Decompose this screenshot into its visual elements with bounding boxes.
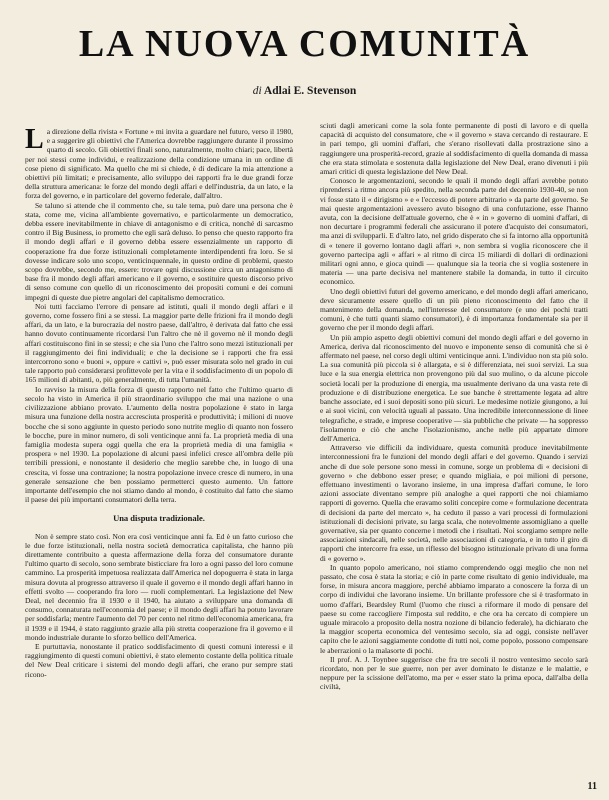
right-column: [320, 121, 588, 776]
paragraph: sciuti dagli americani come la sola fonte permanente di posti di lavoro e di quella capacità di acquisto del consumatore, che « il governo » stava cercando di restaurare. E in pari tempo, gli uomini d'affari, che s'erano risollevati dalla prostrazione sino a raggiungere una prosperità-record, grazie al soddisfacimento di quella domanda di massa che era stata stimolata e sostenuta dalla legislazione del New Deal, erano divenuti i più amari critici di questa legislazione del New Deal.: [320, 121, 588, 177]
paragraph: Il prof. A. J. Toynbee suggerisce che fra tre secoli il nostro ventesimo secolo sarà ricordato, non per le sue guerre, non per aver dominato le distanze e le malattie, e neppure per la scissione dell'atomo, ma per « esser stato la prima epoca, dall'alba della civiltà,: [320, 654, 588, 692]
paragraph: Se taluno si attende che il commento che, su tale tema, può dare una persona che è stata, come me, vicina all'ambiente governativo, e particolarmente un democratico, debba essere inevitabilmente in chiave di antagonismo e di critica, nonché di sarcasmo contro il Big Business, io prometto che egli sarà deluso. Io penso che questo rapporto fra il mondo degli affari e il governo debba essere essenzialmente un rapporto di cooperazione fra due forze istituzionali completamente interdipendenti fra loro. Se si dovesse indicare solo uno scopo, venticinquennale, in questo ordine di problemi, questo scopo dovrebbe, secondo me, essere: trovare ogni discussione circa un antagonismo di base fra il mondo degli affari americano e il governo, e sostituire questo discorso privo di senso comune con quello di un riconoscimento dei propositi comuni e dei comuni impegni di queste due pietre angolari del capitalismo democratico.: [25, 200, 293, 302]
article-title: LA NUOVA COMUNITÀ: [78, 23, 531, 65]
article-byline: [0, 85, 609, 97]
byline-prefix: di: [252, 85, 262, 97]
drop-cap: L: [25, 127, 44, 155]
paragraph: Uno degli obiettivi futuri del governo americano, e del mondo degli affari americano, deve sicuramente essere quello di un più pieno riconoscimento del fatto che il mantenimento della domanda, nell'interesse del consumatore (e uno dei pochi tratti comuni, è che tutti quanti siamo consumatori), è di importanza fondamentale sia per il governo che per il mondo degli affari.: [320, 286, 588, 333]
section-subheading: Una disputa tradizionale.: [113, 513, 205, 524]
paragraph: Un più ampio aspetto degli obiettivi comuni del mondo degli affari e del governo in America, deriva dal riconoscimento del nuovo e imponente senso di comunità che si è affermato nel paese, nel corso degli ultimi venticinque anni. L'individuo non sta più solo. La sua comunità più piccola si è allargata, e si è differenziata, nei suoi servizi. La sua luce e la sua energia elettrica non provengono più dal suo mulino, o da alcune piccole società locali per la produzione di energia, ma usualmente derivano da una vasta rete di produzione e di distribuzione energetica. Le sue banche è strettamente legata ad altre banche associate, ed i suoi depositi sono più sicuri. Le medesime notizie giungono, a lui e ai suoi vicini, con velocità uguali al passato. Una incredibile interconnessione di linee telegrafiche, e strade, e imprese cooperative — sia pubbliche che private — ha soppresso l'isolamento e ciò che anche l'isolazionismo, anche nelle più appartate dimore dell'America.: [320, 332, 588, 443]
paragraph: [25, 127, 293, 201]
paragraph-text: a direzione della rivista « Fortune » mi invita a guardare nel futuro, verso il 1980, e a suggerire gli obiettivi che l'America dovrebbe raggiungere durante il prossimo quarto di secolo. Gli obiettivi finali sono, naturalmente, molto chiari; pace, libertà per noi stessi come individui, e realizzazione della condizione umana in un ordine di cose pieno di significato. Ma quello che mi si chiede, è di dedicare la mia attenzione a obiettivi più limitati; e precisamente, allo sviluppo dei rapporti fra le due grandi forze della struttura americana: le forze del mondo degli affari e dell'industria, da un lato, e la forza del governo, e in particolare del governo federale, dall'altro.: [25, 127, 293, 201]
paragraph: Attraverso vie difficili da individuare, questa comunità produce inevitabilmente interconnessioni fra le funzioni del mondo degli affari e del governo. Quando i servizi anche di due sole persone sono messi in comune, sorge un problema di « decisioni di governo » che debbono esser prese; e quando migliaia, e poi milioni di persone, effettuano investimenti o lavorano insieme, in una impresa d'affari comune, le loro azioni associate diventano sempre più analoghe a quei rapporti che noi chiamiamo rapporti di governo. Quella che eravamo soliti concepire come « formulazione decentrata di decisioni da parte del mercato », ha ceduto il passo a vari processi di formulazioni istituzionali di decisioni private, su larga scala, che notevolmente assomigliano a quelle governative, sia per quanto concerne i metodi che i risultati. Noi scorgiamo sempre nelle associazioni sindacali, nelle società, nelle associazioni di categoria, e in tutto il giro di rapporti che intercorre fra esse, un riflesso del bisogno istituzionale privato di una forma di « governo ».: [320, 443, 588, 563]
paragraph: Conosco le argomentazioni, secondo le quali il mondo degli affari avrebbe potuto riprendersi a ritmo ancora più spedito, nella seconda parte del decennio 1930-40, se non vi fosse stato il « dirigismo » e « l'eccesso di potere arbitrario » da parte del governo. Se mai queste argomentazioni avessero avuto bisogno di una confutazione, esse l'hanno avuta, con la decisione dell'attuale governo, che è « in » governo di uomini d'affari, di non decurtare i programmi federali che assicurano il potere d'acquisto dei consumatori, ma anzi di svilupparli. E d'altro lato, nel grido disperato che si fa intorno alla opportunità di « tenere il governo lontano dagli affari », non sembra si voglia riconoscere che il governo partecipa agli « affari » al ritmo di circa 15 miliardi di dollari di ordinazioni militari ogni anno, e gioca quindi — qualunque sia la teoria che si voglia sostenere in materia — una parte decisiva nel mantenere stabile la domanda, in tutto il circuito economico.: [320, 176, 588, 287]
paragraph: Non è sempre stato così. Non era così venticinque anni fa. Ed è un fatto curioso che le due forze istituzionali, nella nostra società democratica capitalista, che hanno più direttamente contribuito a questa affermazione della forza del consumatore durante l'ultimo quarto di secolo, sono sembrate bisticciare fra loro a ogni passo del loro comune cammino. La prosperità impetuosa realizzata dall'America nel dopoguerra è stata in larga misura dovuta al progresso attraverso il quale il governo e il mondo degli affari hanno in effetti svolto — cooperando fra loro — ruoli complementari. La legislazione del New Deal, nel decennio fra il 1930 e il 1940, ha aiutato a sviluppare una domanda di consumo, connaturata nell'economia del paese; e il mondo degli affari ha potuto lavorare per soddisfarla; mentre l'aumento del 70 per cento nel ritmo dell'economia americana, fra il 1939 e il 1944, è stato raggiunto grazie alla più stretta cooperazione fra il governo e il mondo industriale durante lo sforzo bellico dell'America.: [25, 531, 293, 642]
page-number: 11: [587, 781, 597, 792]
paragraph: In quanto popolo americano, noi stiamo comprendendo oggi meglio che non nel passato, che cosa è stata la storia; e ciò in parte come risultato di genio individuale, ma forse, in misura ancora maggiore, perché abbiamo imparato a conoscere la forza di un corpo di individui che lavorano insieme. Un brillante professore che si è trasformato in uomo d'affari, Beardsley Ruml (l'uomo che riuscì a riformare il modo di pensare del paese su come raccogliere l'imposta sul reddito, e che ora ha cercato di compiere un uguale miracolo a proposito della nostra nozione di bilancio federale), ha dichiarato che la maggior scoperta economica del ventesimo secolo, sia ad oggi, consiste nell'aver capito che le azioni saggiamente condotte di tutti noi, come popolo, possono compensare le aberrazioni o la malasorte di pochi.: [320, 562, 588, 655]
paragraph: Io ravviso la misura della forza di questo rapporto nel fatto che l'ultimo quarto di secolo ha visto in America il più straordinario sviluppo che mai una nazione o una civilizzazione abbiano provato. L'aumento della nostra popolazione è stato in larga misura una funzione della nostra accresciuta prosperità e produttività; i milioni di nuove bocche che si sono aggiunte in questo periodo sono nutrite meglio di quanto non fossero le bocche, pure in minor numero, di soli venticinque anni fa. La proprietà media di una famiglia modesta supera oggi quella che era la proprietà media di una famiglia « prospera » nel 1930. La popolazione di alcuni paesi infelici cresce all'ombra delle più terribili pressioni, e nonostante il desiderio che meglio sarebbe che, in luogo di una crescita, vi fosse una contrazione; la nostra popolazione invece cresce di numero, in una generale sensazione che ben possiamo permetterci questo aumento. Un fattore importante dell'esempio che noi stiamo dando al mondo, è costituito dal fatto che siamo il paese dei più importanti consumatori della terra.: [25, 384, 293, 505]
paragraph: Noi tutti facciamo l'errore di pensare ad istituti, quali il mondo degli affari e il governo, come fossero fini a se stessi. La maggior parte delle frizioni fra il mondo degli affari, da un lato, e la burocrazia del nostro paese, dall'altro, è derivata dal fatto che essi hanno dovuto continuamente ricordarsi l'un l'altro che nè il governo nè il mondo degli affari costituiscono fini in se stessi; e che sia l'uno che l'altro sono mezzi istituzionali per il raggiungimento dei fini individuali; e che la decisione se i rapporti che fra essi intercorrono sono « buoni », oppure « cattivi », può esser misurata solo nel grado in cui tale rapporto può considerarsi profittevole per la vita e il soddisfacimento di un popolo di 165 milioni di abitanti, o, più generalmente, di tutta l'umanità.: [25, 301, 293, 385]
author-name: Adlai E. Stevenson: [263, 85, 357, 97]
paragraph: E purtuttavia, nonostante il pratico soddisfacimento di questi comuni interessi e il raggiungimento di questi comuni obiettivi, è stato elemento costante della politica rituale del New Deal criticare i sistemi del mondo degli affari, che erano pur sempre stati ricono-: [25, 641, 293, 679]
left-column: [25, 127, 293, 782]
